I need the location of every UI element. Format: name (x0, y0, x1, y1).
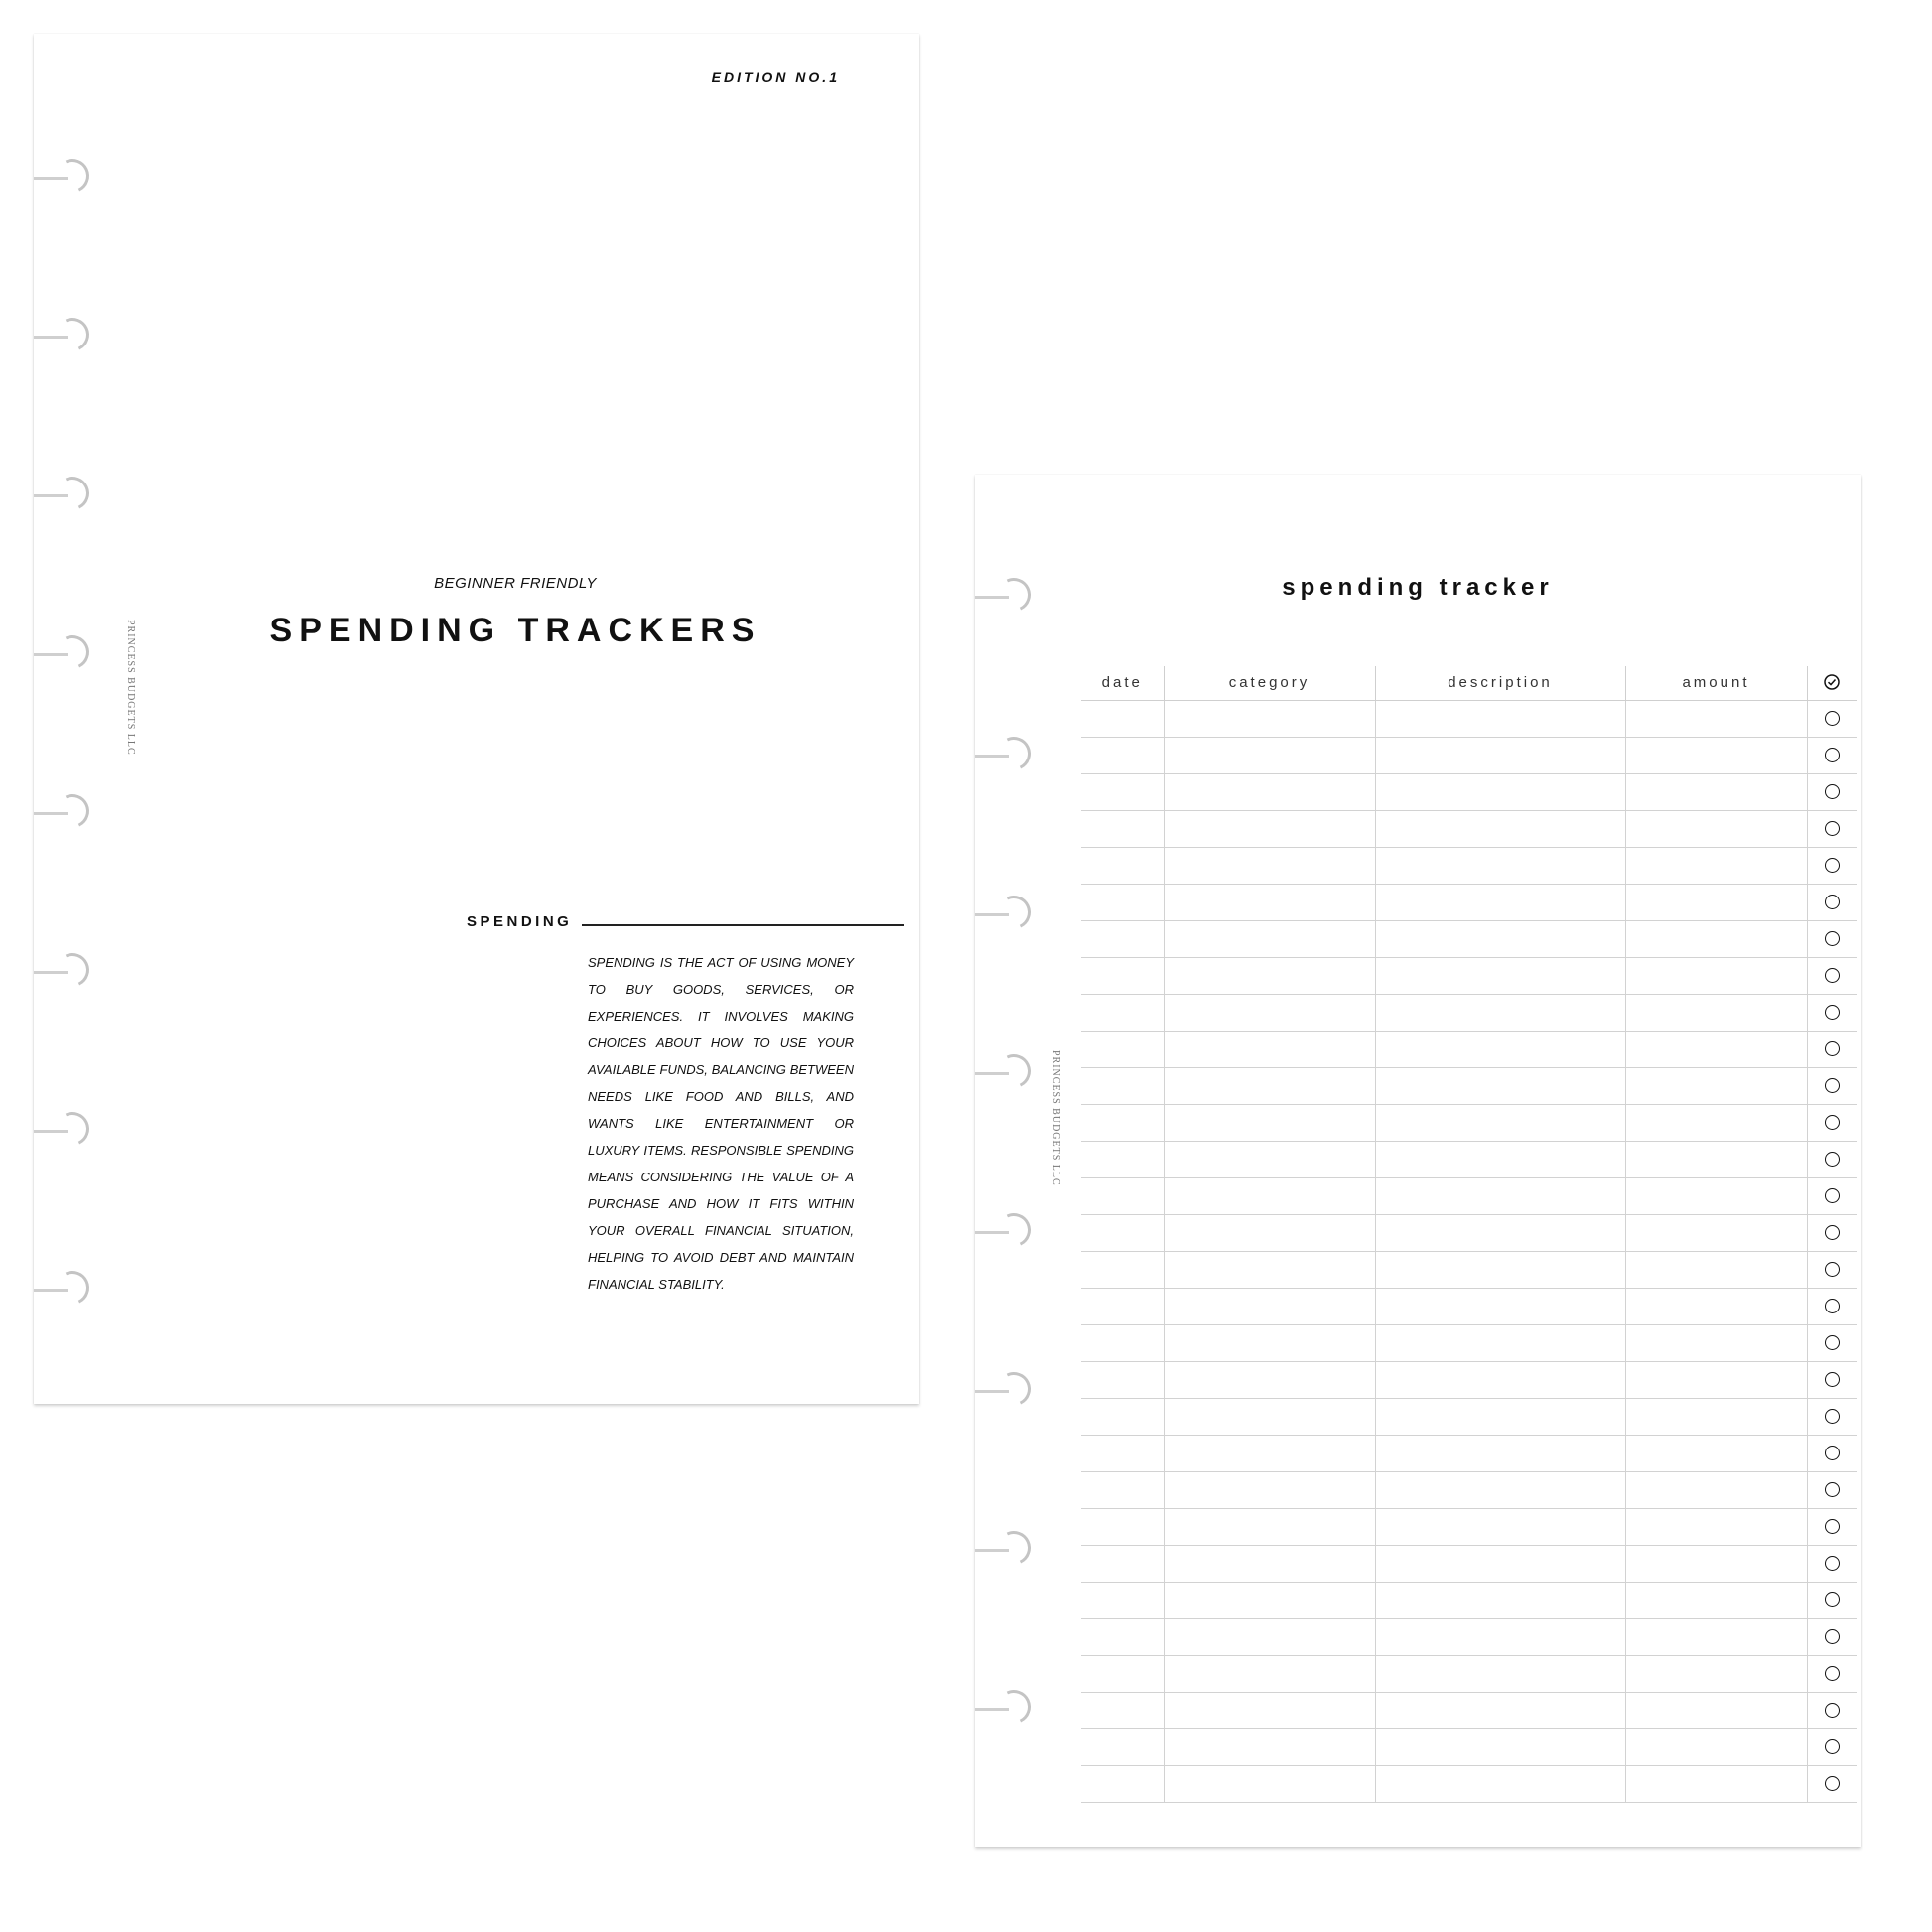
circle-icon[interactable] (1825, 784, 1840, 799)
checkbox-cell[interactable] (1807, 738, 1857, 774)
column-header-amount: amount (1625, 666, 1807, 701)
category-cell[interactable] (1164, 1068, 1375, 1105)
date-cell[interactable] (1081, 1656, 1164, 1693)
category-cell[interactable] (1164, 885, 1375, 921)
category-cell[interactable] (1164, 1178, 1375, 1215)
binder-disc-slot (975, 1527, 1036, 1567)
tracker-page (975, 475, 1861, 1847)
date-cell[interactable] (1081, 921, 1164, 958)
date-cell[interactable] (1081, 1289, 1164, 1325)
amount-cell[interactable] (1625, 1289, 1807, 1325)
circle-icon[interactable] (1825, 1666, 1840, 1681)
amount-cell[interactable] (1625, 1509, 1807, 1546)
date-cell[interactable] (1081, 1472, 1164, 1509)
amount-cell[interactable] (1625, 774, 1807, 811)
circle-icon[interactable] (1825, 1188, 1840, 1203)
tracker-title: spending tracker (1282, 574, 1554, 601)
date-cell[interactable] (1081, 848, 1164, 885)
circle-icon[interactable] (1825, 1041, 1840, 1056)
table-row (1081, 848, 1857, 885)
binder-disc-slot (975, 1209, 1036, 1249)
description-cell[interactable] (1375, 1215, 1625, 1252)
circle-icon[interactable] (1825, 1078, 1840, 1093)
description-cell[interactable] (1375, 1032, 1625, 1068)
circle-icon[interactable] (1825, 1335, 1840, 1350)
amount-cell[interactable] (1625, 701, 1807, 738)
checkbox-cell[interactable] (1807, 1362, 1857, 1399)
date-cell[interactable] (1081, 1583, 1164, 1619)
circle-icon[interactable] (1825, 1152, 1840, 1167)
amount-cell[interactable] (1625, 738, 1807, 774)
date-cell[interactable] (1081, 1105, 1164, 1142)
amount-cell[interactable] (1625, 1619, 1807, 1656)
category-cell[interactable] (1164, 848, 1375, 885)
description-cell[interactable] (1375, 958, 1625, 995)
table-row (1081, 921, 1857, 958)
amount-cell[interactable] (1625, 995, 1807, 1032)
description-cell[interactable] (1375, 701, 1625, 738)
binder-disc-slot (975, 1050, 1036, 1090)
description-cell[interactable] (1375, 885, 1625, 921)
amount-cell[interactable] (1625, 1105, 1807, 1142)
circle-icon[interactable] (1825, 1482, 1840, 1497)
category-cell[interactable] (1164, 1252, 1375, 1289)
table-row (1081, 774, 1857, 811)
category-cell[interactable] (1164, 921, 1375, 958)
circle-icon[interactable] (1825, 1776, 1840, 1791)
circle-icon[interactable] (1825, 1556, 1840, 1571)
amount-cell[interactable] (1625, 1068, 1807, 1105)
description-cell[interactable] (1375, 1362, 1625, 1399)
check-circle-icon (1823, 673, 1841, 691)
brand-vertical: PRINCESS BUDGETS LLC (1050, 1050, 1061, 1186)
checkbox-cell[interactable] (1807, 1105, 1857, 1142)
table-row (1081, 1325, 1857, 1362)
column-header-category: category (1164, 666, 1375, 701)
binder-disc-slot (34, 1108, 95, 1148)
table-row (1081, 1472, 1857, 1509)
circle-icon[interactable] (1825, 1592, 1840, 1607)
checkbox-cell[interactable] (1807, 1656, 1857, 1693)
binder-disc-slot (34, 314, 95, 353)
date-cell[interactable] (1081, 811, 1164, 848)
checkbox-cell[interactable] (1807, 1252, 1857, 1289)
amount-cell[interactable] (1625, 1178, 1807, 1215)
category-cell[interactable] (1164, 1105, 1375, 1142)
circle-icon[interactable] (1825, 748, 1840, 762)
table-row (1081, 995, 1857, 1032)
circle-icon[interactable] (1825, 895, 1840, 909)
category-cell[interactable] (1164, 1399, 1375, 1436)
checkbox-cell[interactable] (1807, 1215, 1857, 1252)
table-row (1081, 1656, 1857, 1693)
kicker-text: BEGINNER FRIENDLY (434, 575, 597, 592)
date-cell[interactable] (1081, 1178, 1164, 1215)
amount-cell[interactable] (1625, 1436, 1807, 1472)
category-cell[interactable] (1164, 1362, 1375, 1399)
date-cell[interactable] (1081, 738, 1164, 774)
table-row (1081, 1546, 1857, 1583)
date-cell[interactable] (1081, 774, 1164, 811)
binder-disc-slot (975, 733, 1036, 772)
amount-cell[interactable] (1625, 1472, 1807, 1509)
circle-icon[interactable] (1825, 1739, 1840, 1754)
circle-icon[interactable] (1825, 1262, 1840, 1277)
description-cell[interactable] (1375, 1546, 1625, 1583)
column-header-check (1807, 666, 1857, 701)
category-cell[interactable] (1164, 1583, 1375, 1619)
description-cell[interactable] (1375, 811, 1625, 848)
amount-cell[interactable] (1625, 1215, 1807, 1252)
description-cell[interactable] (1375, 1729, 1625, 1766)
description-cell[interactable] (1375, 921, 1625, 958)
checkbox-cell[interactable] (1807, 1399, 1857, 1436)
description-cell[interactable] (1375, 1693, 1625, 1729)
table-row (1081, 738, 1857, 774)
date-cell[interactable] (1081, 958, 1164, 995)
table-row (1081, 1252, 1857, 1289)
binder-disc-slot (975, 1368, 1036, 1408)
checkbox-cell[interactable] (1807, 1142, 1857, 1178)
amount-cell[interactable] (1625, 1142, 1807, 1178)
category-cell[interactable] (1164, 738, 1375, 774)
date-cell[interactable] (1081, 1068, 1164, 1105)
category-cell[interactable] (1164, 1656, 1375, 1693)
table-row (1081, 885, 1857, 921)
amount-cell[interactable] (1625, 1693, 1807, 1729)
circle-icon[interactable] (1825, 1519, 1840, 1534)
section-body: SPENDING IS THE ACT OF USING MONEY TO BUY GOODS, SERVICES, OR EXPERIENCES. IT INVOLVES MAKING CHOICES ABOUT HOW TO USE YOUR AVAILABLE FUNDS, BALANCING BETWEEN NEEDS LIKE FOOD AND BILLS, AND WANTS LIKE ENTERTAINMENT OR LUXURY ITEMS. RESPONSIBLE SPENDING MEANS CONSIDERING THE VALUE OF A PURCHASE AND HOW IT FITS WITHIN YOUR OVERALL FINANCIAL SITUATION, HELPING TO AVOID DEBT AND MAINTAIN FINANCIAL STABILITY. (588, 955, 854, 1292)
table-row (1081, 1619, 1857, 1656)
category-cell[interactable] (1164, 1472, 1375, 1509)
description-cell[interactable] (1375, 774, 1625, 811)
amount-cell[interactable] (1625, 1546, 1807, 1583)
spending-table (1081, 666, 1857, 1803)
date-cell[interactable] (1081, 1729, 1164, 1766)
category-cell[interactable] (1164, 1032, 1375, 1068)
description-cell[interactable] (1375, 1289, 1625, 1325)
category-cell[interactable] (1164, 1215, 1375, 1252)
checkbox-cell[interactable] (1807, 921, 1857, 958)
date-cell[interactable] (1081, 1509, 1164, 1546)
amount-cell[interactable] (1625, 921, 1807, 958)
table-row (1081, 1142, 1857, 1178)
description-cell[interactable] (1375, 1068, 1625, 1105)
brand-vertical: PRINCESS BUDGETS LLC (125, 620, 136, 756)
date-cell[interactable] (1081, 995, 1164, 1032)
amount-cell[interactable] (1625, 1032, 1807, 1068)
table-row (1081, 1729, 1857, 1766)
checkbox-cell[interactable] (1807, 1436, 1857, 1472)
table-row (1081, 958, 1857, 995)
section-divider (582, 924, 904, 926)
description-cell[interactable] (1375, 1583, 1625, 1619)
date-cell[interactable] (1081, 1436, 1164, 1472)
circle-icon[interactable] (1825, 968, 1840, 983)
amount-cell[interactable] (1625, 885, 1807, 921)
category-cell[interactable] (1164, 1509, 1375, 1546)
category-cell[interactable] (1164, 1325, 1375, 1362)
date-cell[interactable] (1081, 1693, 1164, 1729)
table-row (1081, 1436, 1857, 1472)
description-cell[interactable] (1375, 1105, 1625, 1142)
checkbox-cell[interactable] (1807, 995, 1857, 1032)
date-cell[interactable] (1081, 1032, 1164, 1068)
date-cell[interactable] (1081, 701, 1164, 738)
category-cell[interactable] (1164, 811, 1375, 848)
category-cell[interactable] (1164, 1142, 1375, 1178)
checkbox-cell[interactable] (1807, 1289, 1857, 1325)
amount-cell[interactable] (1625, 1325, 1807, 1362)
date-cell[interactable] (1081, 1399, 1164, 1436)
description-cell[interactable] (1375, 1252, 1625, 1289)
section-label: SPENDING (467, 913, 573, 930)
amount-cell[interactable] (1625, 1252, 1807, 1289)
category-cell[interactable] (1164, 1729, 1375, 1766)
binder-disc-slot (34, 155, 95, 195)
description-cell[interactable] (1375, 848, 1625, 885)
checkbox-cell[interactable] (1807, 1068, 1857, 1105)
description-cell[interactable] (1375, 995, 1625, 1032)
table-row (1081, 1766, 1857, 1803)
circle-icon[interactable] (1825, 1225, 1840, 1240)
category-cell[interactable] (1164, 958, 1375, 995)
checkbox-cell[interactable] (1807, 1032, 1857, 1068)
circle-icon[interactable] (1825, 1629, 1840, 1644)
table-row (1081, 1178, 1857, 1215)
date-cell[interactable] (1081, 1252, 1164, 1289)
table-row (1081, 1693, 1857, 1729)
checkbox-cell[interactable] (1807, 1509, 1857, 1546)
amount-cell[interactable] (1625, 848, 1807, 885)
table-row (1081, 701, 1857, 738)
circle-icon[interactable] (1825, 858, 1840, 873)
description-cell[interactable] (1375, 1178, 1625, 1215)
date-cell[interactable] (1081, 1766, 1164, 1803)
circle-icon[interactable] (1825, 1005, 1840, 1020)
description-cell[interactable] (1375, 1766, 1625, 1803)
category-cell[interactable] (1164, 774, 1375, 811)
table-row (1081, 1583, 1857, 1619)
checkbox-cell[interactable] (1807, 1619, 1857, 1656)
circle-icon[interactable] (1825, 1372, 1840, 1387)
category-cell[interactable] (1164, 995, 1375, 1032)
description-cell[interactable] (1375, 1619, 1625, 1656)
checkbox-cell[interactable] (1807, 1325, 1857, 1362)
date-cell[interactable] (1081, 885, 1164, 921)
category-cell[interactable] (1164, 1436, 1375, 1472)
table-header-row (1081, 666, 1857, 701)
table-row (1081, 1068, 1857, 1105)
date-cell[interactable] (1081, 1619, 1164, 1656)
checkbox-cell[interactable] (1807, 1693, 1857, 1729)
circle-icon[interactable] (1825, 821, 1840, 836)
description-cell[interactable] (1375, 738, 1625, 774)
binder-disc-slot (34, 949, 95, 989)
table-row (1081, 1105, 1857, 1142)
binder-disc-slot (975, 892, 1036, 931)
circle-icon[interactable] (1825, 1703, 1840, 1718)
circle-icon[interactable] (1825, 1115, 1840, 1130)
description-cell[interactable] (1375, 1325, 1625, 1362)
cover-title: SPENDING TRACKERS (269, 612, 761, 649)
amount-cell[interactable] (1625, 958, 1807, 995)
edition-label: EDITION NO.1 (711, 69, 840, 85)
checkbox-cell[interactable] (1807, 774, 1857, 811)
table-row (1081, 1215, 1857, 1252)
binder-disc-slot (34, 1267, 95, 1307)
circle-icon[interactable] (1825, 1446, 1840, 1460)
checkbox-cell[interactable] (1807, 1472, 1857, 1509)
checkbox-cell[interactable] (1807, 1178, 1857, 1215)
date-cell[interactable] (1081, 1546, 1164, 1583)
table-row (1081, 1362, 1857, 1399)
cover-page (34, 34, 919, 1404)
table-row (1081, 811, 1857, 848)
date-cell[interactable] (1081, 1362, 1164, 1399)
date-cell[interactable] (1081, 1142, 1164, 1178)
checkbox-cell[interactable] (1807, 1546, 1857, 1583)
column-header-description: description (1375, 666, 1625, 701)
circle-icon[interactable] (1825, 711, 1840, 726)
category-cell[interactable] (1164, 1693, 1375, 1729)
amount-cell[interactable] (1625, 1362, 1807, 1399)
category-cell[interactable] (1164, 1289, 1375, 1325)
table-body (1081, 701, 1857, 1803)
amount-cell[interactable] (1625, 811, 1807, 848)
description-cell[interactable] (1375, 1142, 1625, 1178)
amount-cell[interactable] (1625, 1729, 1807, 1766)
category-cell[interactable] (1164, 1766, 1375, 1803)
table-row (1081, 1509, 1857, 1546)
circle-icon[interactable] (1825, 1299, 1840, 1313)
date-cell[interactable] (1081, 1215, 1164, 1252)
category-cell[interactable] (1164, 1619, 1375, 1656)
checkbox-cell[interactable] (1807, 1583, 1857, 1619)
amount-cell[interactable] (1625, 1656, 1807, 1693)
circle-icon[interactable] (1825, 1409, 1840, 1424)
checkbox-cell[interactable] (1807, 1766, 1857, 1803)
description-cell[interactable] (1375, 1656, 1625, 1693)
description-cell[interactable] (1375, 1509, 1625, 1546)
binder-disc-slot (34, 473, 95, 512)
description-cell[interactable] (1375, 1436, 1625, 1472)
category-cell[interactable] (1164, 1546, 1375, 1583)
description-cell[interactable] (1375, 1399, 1625, 1436)
table-row (1081, 1399, 1857, 1436)
amount-cell[interactable] (1625, 1766, 1807, 1803)
binder-disc-slot (34, 790, 95, 830)
binder-disc-slot (975, 1686, 1036, 1725)
checkbox-cell[interactable] (1807, 1729, 1857, 1766)
category-cell[interactable] (1164, 701, 1375, 738)
checkbox-cell[interactable] (1807, 885, 1857, 921)
checkbox-cell[interactable] (1807, 958, 1857, 995)
table-row (1081, 1289, 1857, 1325)
checkbox-cell[interactable] (1807, 701, 1857, 738)
description-cell[interactable] (1375, 1472, 1625, 1509)
checkbox-cell[interactable] (1807, 848, 1857, 885)
circle-icon[interactable] (1825, 931, 1840, 946)
amount-cell[interactable] (1625, 1399, 1807, 1436)
checkbox-cell[interactable] (1807, 811, 1857, 848)
amount-cell[interactable] (1625, 1583, 1807, 1619)
table-row (1081, 1032, 1857, 1068)
date-cell[interactable] (1081, 1325, 1164, 1362)
column-header-date: date (1081, 666, 1164, 701)
